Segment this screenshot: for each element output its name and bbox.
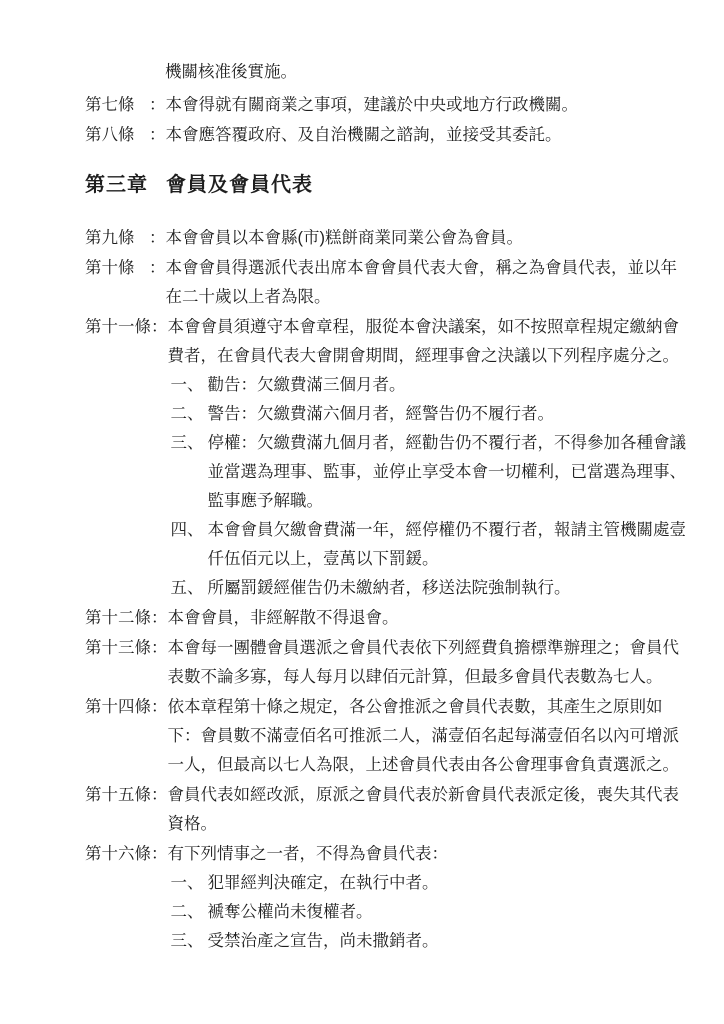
article-text: 本會會員以本會縣(市)糕餅商業同業公會為會員。	[165, 229, 523, 247]
chapter-title: 會員及會員代表	[166, 174, 313, 196]
article-body	[168, 313, 690, 603]
article-label: 第十四條	[85, 698, 151, 716]
sub-item-text: 停權：欠繳費滿九個月者，經勸告仍不覆行者，不得參加各種會議並當選為理事、監事，並停止享受本會一切權利，已當選為理事、監事應予解職。	[207, 434, 686, 510]
article-row-7	[85, 91, 694, 120]
article-text: 本會會員須遵守本會章程，服從本會決議案，如不按照章程規定繳納會費者，在會員代表大會開會期間，經理事會之決議以下列程序處分之。	[167, 318, 679, 365]
sub-item-text: 所屬罰鍰經催告仍未繳納者，移送法院強制執行。	[207, 579, 571, 597]
sub-item	[171, 516, 690, 574]
article-colon: ：	[149, 259, 166, 277]
sub-item-marker: 四、	[170, 521, 204, 539]
article-colon: ：	[151, 609, 168, 627]
article-row-16	[85, 840, 694, 956]
article-text: 本會會員得選派代表出席本會會員代表大會，稱之為會員代表，並以年在二十歲以上者為限。	[165, 259, 677, 306]
article-label: 第十二條	[85, 609, 151, 627]
article-label: 第十六條	[85, 845, 151, 863]
sub-item-text: 褫奪公權尚未復權者。	[207, 903, 373, 921]
article-text: 會員代表如經改派，原派之會員代表於新會員代表派定後，喪失其代表資格。	[167, 786, 679, 833]
sub-item	[171, 898, 690, 927]
article-body	[168, 840, 690, 956]
article-colon: ：	[151, 639, 168, 657]
sub-item	[171, 927, 690, 956]
article-label: 第十三條	[85, 639, 151, 657]
article-row-9	[85, 224, 694, 253]
article-text: 本會得就有關商業之事項，建議於中央或地方行政機關。	[165, 96, 578, 114]
sub-item	[171, 574, 690, 603]
sub-item	[171, 429, 690, 516]
sub-item-marker: 一、	[170, 376, 204, 394]
article-label: 第十五條	[85, 786, 151, 804]
sub-item	[171, 869, 690, 898]
sub-item-text: 勸告：欠繳費滿三個月者。	[207, 376, 406, 394]
article-label: 第八條	[85, 126, 135, 144]
article-items	[168, 869, 690, 956]
sub-item-marker: 二、	[170, 405, 204, 423]
article-colon: ：	[151, 318, 168, 336]
article-row-12	[85, 604, 694, 633]
article-items	[168, 371, 690, 603]
sub-item-marker: 三、	[170, 434, 204, 452]
article-label: 第七條	[85, 96, 135, 114]
sub-item	[171, 400, 690, 429]
article-row-14	[85, 693, 694, 780]
sub-item-marker: 一、	[170, 874, 204, 892]
chapter-heading	[85, 170, 694, 200]
article-text: 本會會員，非經解散不得退會。	[167, 609, 399, 627]
sub-item-text: 犯罪經判決確定，在執行中者。	[207, 874, 439, 892]
sub-item-text: 警告：欠繳費滿六個月者，經警告仍不履行者。	[207, 405, 554, 423]
article-text: 本會應答覆政府、及自治機關之諮詢，並接受其委託。	[165, 126, 562, 144]
sub-item-marker: 五、	[170, 579, 204, 597]
article-colon: ：	[149, 229, 166, 247]
sub-item-marker: 三、	[170, 932, 204, 950]
article-text: 依本章程第十條之規定，各公會推派之會員代表數，其產生之原則如下：會員數不滿壹佰名可推派二人，滿壹佰名起每滿壹佰名以內可增派一人，但最高以七人為限，上述會員代表由各公會理事會負責選派之。	[167, 698, 679, 774]
article-row-8	[85, 121, 694, 150]
sub-item	[171, 371, 690, 400]
article-colon: ：	[149, 96, 166, 114]
article-row-15	[85, 781, 694, 839]
sub-item-marker: 二、	[170, 903, 204, 921]
sub-item-text: 受禁治產之宣告，尚未撒銷者。	[207, 932, 439, 950]
article-label: 第九條	[85, 229, 135, 247]
leading-continuation-line: 機關核准後實施。	[165, 63, 297, 81]
article-colon: ：	[151, 845, 168, 863]
article-row-10	[85, 254, 694, 312]
article-row-11	[85, 313, 694, 603]
article-text: 本會每一團體會員選派之會員代表依下列經費負擔標準辦理之；會員代表數不論多寡，每人每月以肆佰元計算，但最多會員代表數為七人。	[167, 639, 679, 686]
article-label: 第十條	[85, 259, 135, 277]
article-colon: ：	[151, 698, 168, 716]
article-row-13	[85, 634, 694, 692]
article-text: 有下列情事之一者，不得為會員代表：	[167, 845, 448, 863]
article-colon: ：	[149, 126, 166, 144]
chapter-number: 第三章	[85, 174, 148, 196]
sub-item-text: 本會會員欠繳會費滿一年，經停權仍不覆行者，報請主管機關處壹仟伍佰元以上，壹萬以下罰鍰。	[207, 521, 686, 568]
article-colon: ：	[151, 786, 168, 804]
article-label: 第十一條	[85, 318, 151, 336]
